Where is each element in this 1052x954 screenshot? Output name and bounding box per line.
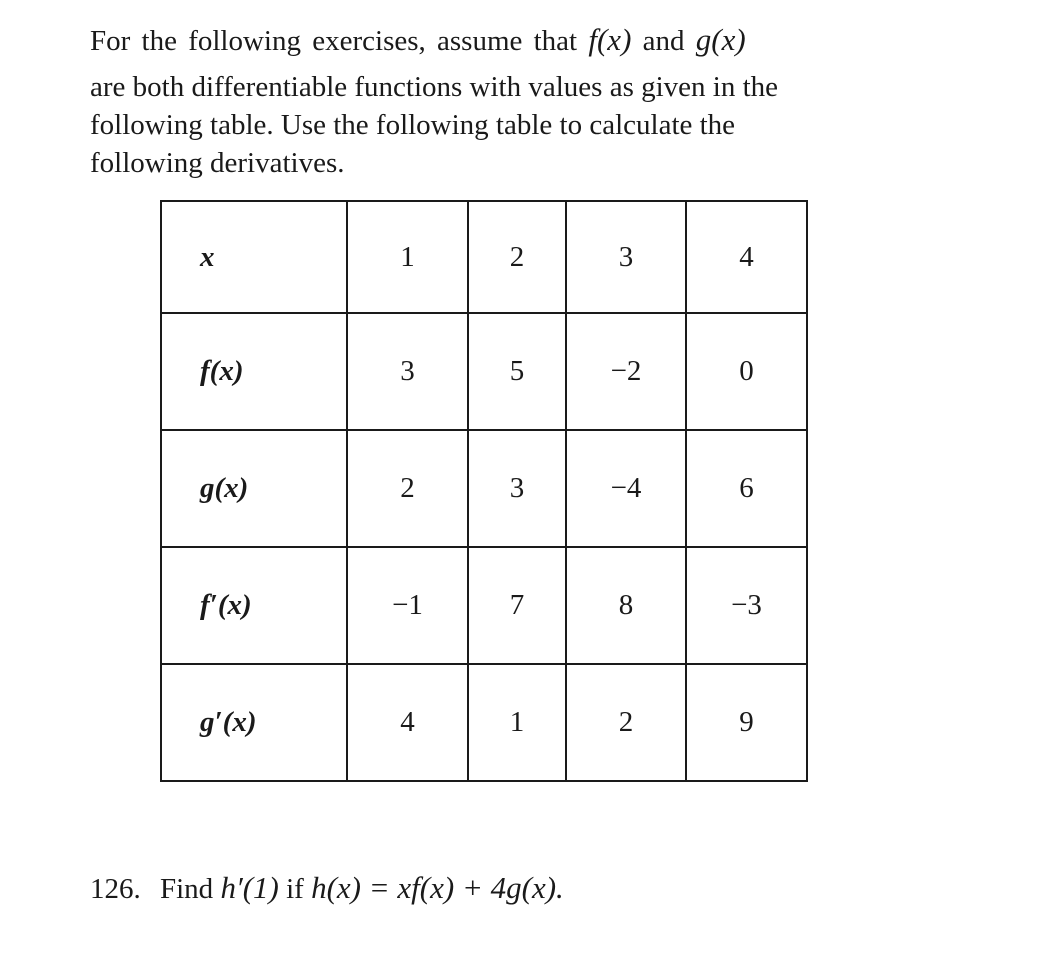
table-cell: 7 xyxy=(468,547,566,664)
problem-number: 126. xyxy=(90,873,141,905)
table-row xyxy=(161,430,807,547)
intro-line-1 xyxy=(90,18,850,68)
row-label: f′(x) xyxy=(161,547,347,664)
row-label: g′(x) xyxy=(161,664,347,781)
table-cell: 3 xyxy=(566,201,686,313)
table-cell: 3 xyxy=(468,430,566,547)
table-cell: 1 xyxy=(468,664,566,781)
table-cell: −4 xyxy=(566,430,686,547)
intro-lead-text: For the following exercises, assume that xyxy=(90,25,589,57)
table-cell: −1 xyxy=(347,547,468,664)
intro-rest-text: are both differentiable functions with values as given in the following table. Use the following table to calculate the following derivatives. xyxy=(90,71,779,179)
problem-find-text: Find xyxy=(160,873,221,905)
table-row xyxy=(161,201,807,313)
g-function-label: g(x) xyxy=(695,22,746,57)
row-label: g(x) xyxy=(161,430,347,547)
table-cell: 2 xyxy=(347,430,468,547)
table-cell: 2 xyxy=(566,664,686,781)
problem-126 xyxy=(90,868,564,909)
problem-target: h′(1) xyxy=(220,870,279,905)
values-table xyxy=(160,200,808,782)
table-cell: 3 xyxy=(347,313,468,430)
intro-and-text: and xyxy=(631,25,696,57)
table-cell: 6 xyxy=(686,430,807,547)
table-cell: 5 xyxy=(468,313,566,430)
values-table-body xyxy=(161,201,807,781)
table-row xyxy=(161,664,807,781)
table-cell: −2 xyxy=(566,313,686,430)
table-row xyxy=(161,547,807,664)
table-cell: 2 xyxy=(468,201,566,313)
table-row xyxy=(161,313,807,430)
row-label: f(x) xyxy=(161,313,347,430)
row-label: x xyxy=(161,201,347,313)
table-cell: 4 xyxy=(686,201,807,313)
problem-if-text: if xyxy=(278,873,312,905)
f-function-label: f(x) xyxy=(588,22,632,57)
table-cell: 0 xyxy=(686,313,807,430)
table-cell: 8 xyxy=(566,547,686,664)
table-cell: 9 xyxy=(686,664,807,781)
table-cell: 4 xyxy=(347,664,468,781)
intro-paragraph xyxy=(90,18,850,182)
table-cell: 1 xyxy=(347,201,468,313)
table-cell: −3 xyxy=(686,547,807,664)
problem-formula: h(x) = xf(x) + 4g(x). xyxy=(311,870,564,905)
